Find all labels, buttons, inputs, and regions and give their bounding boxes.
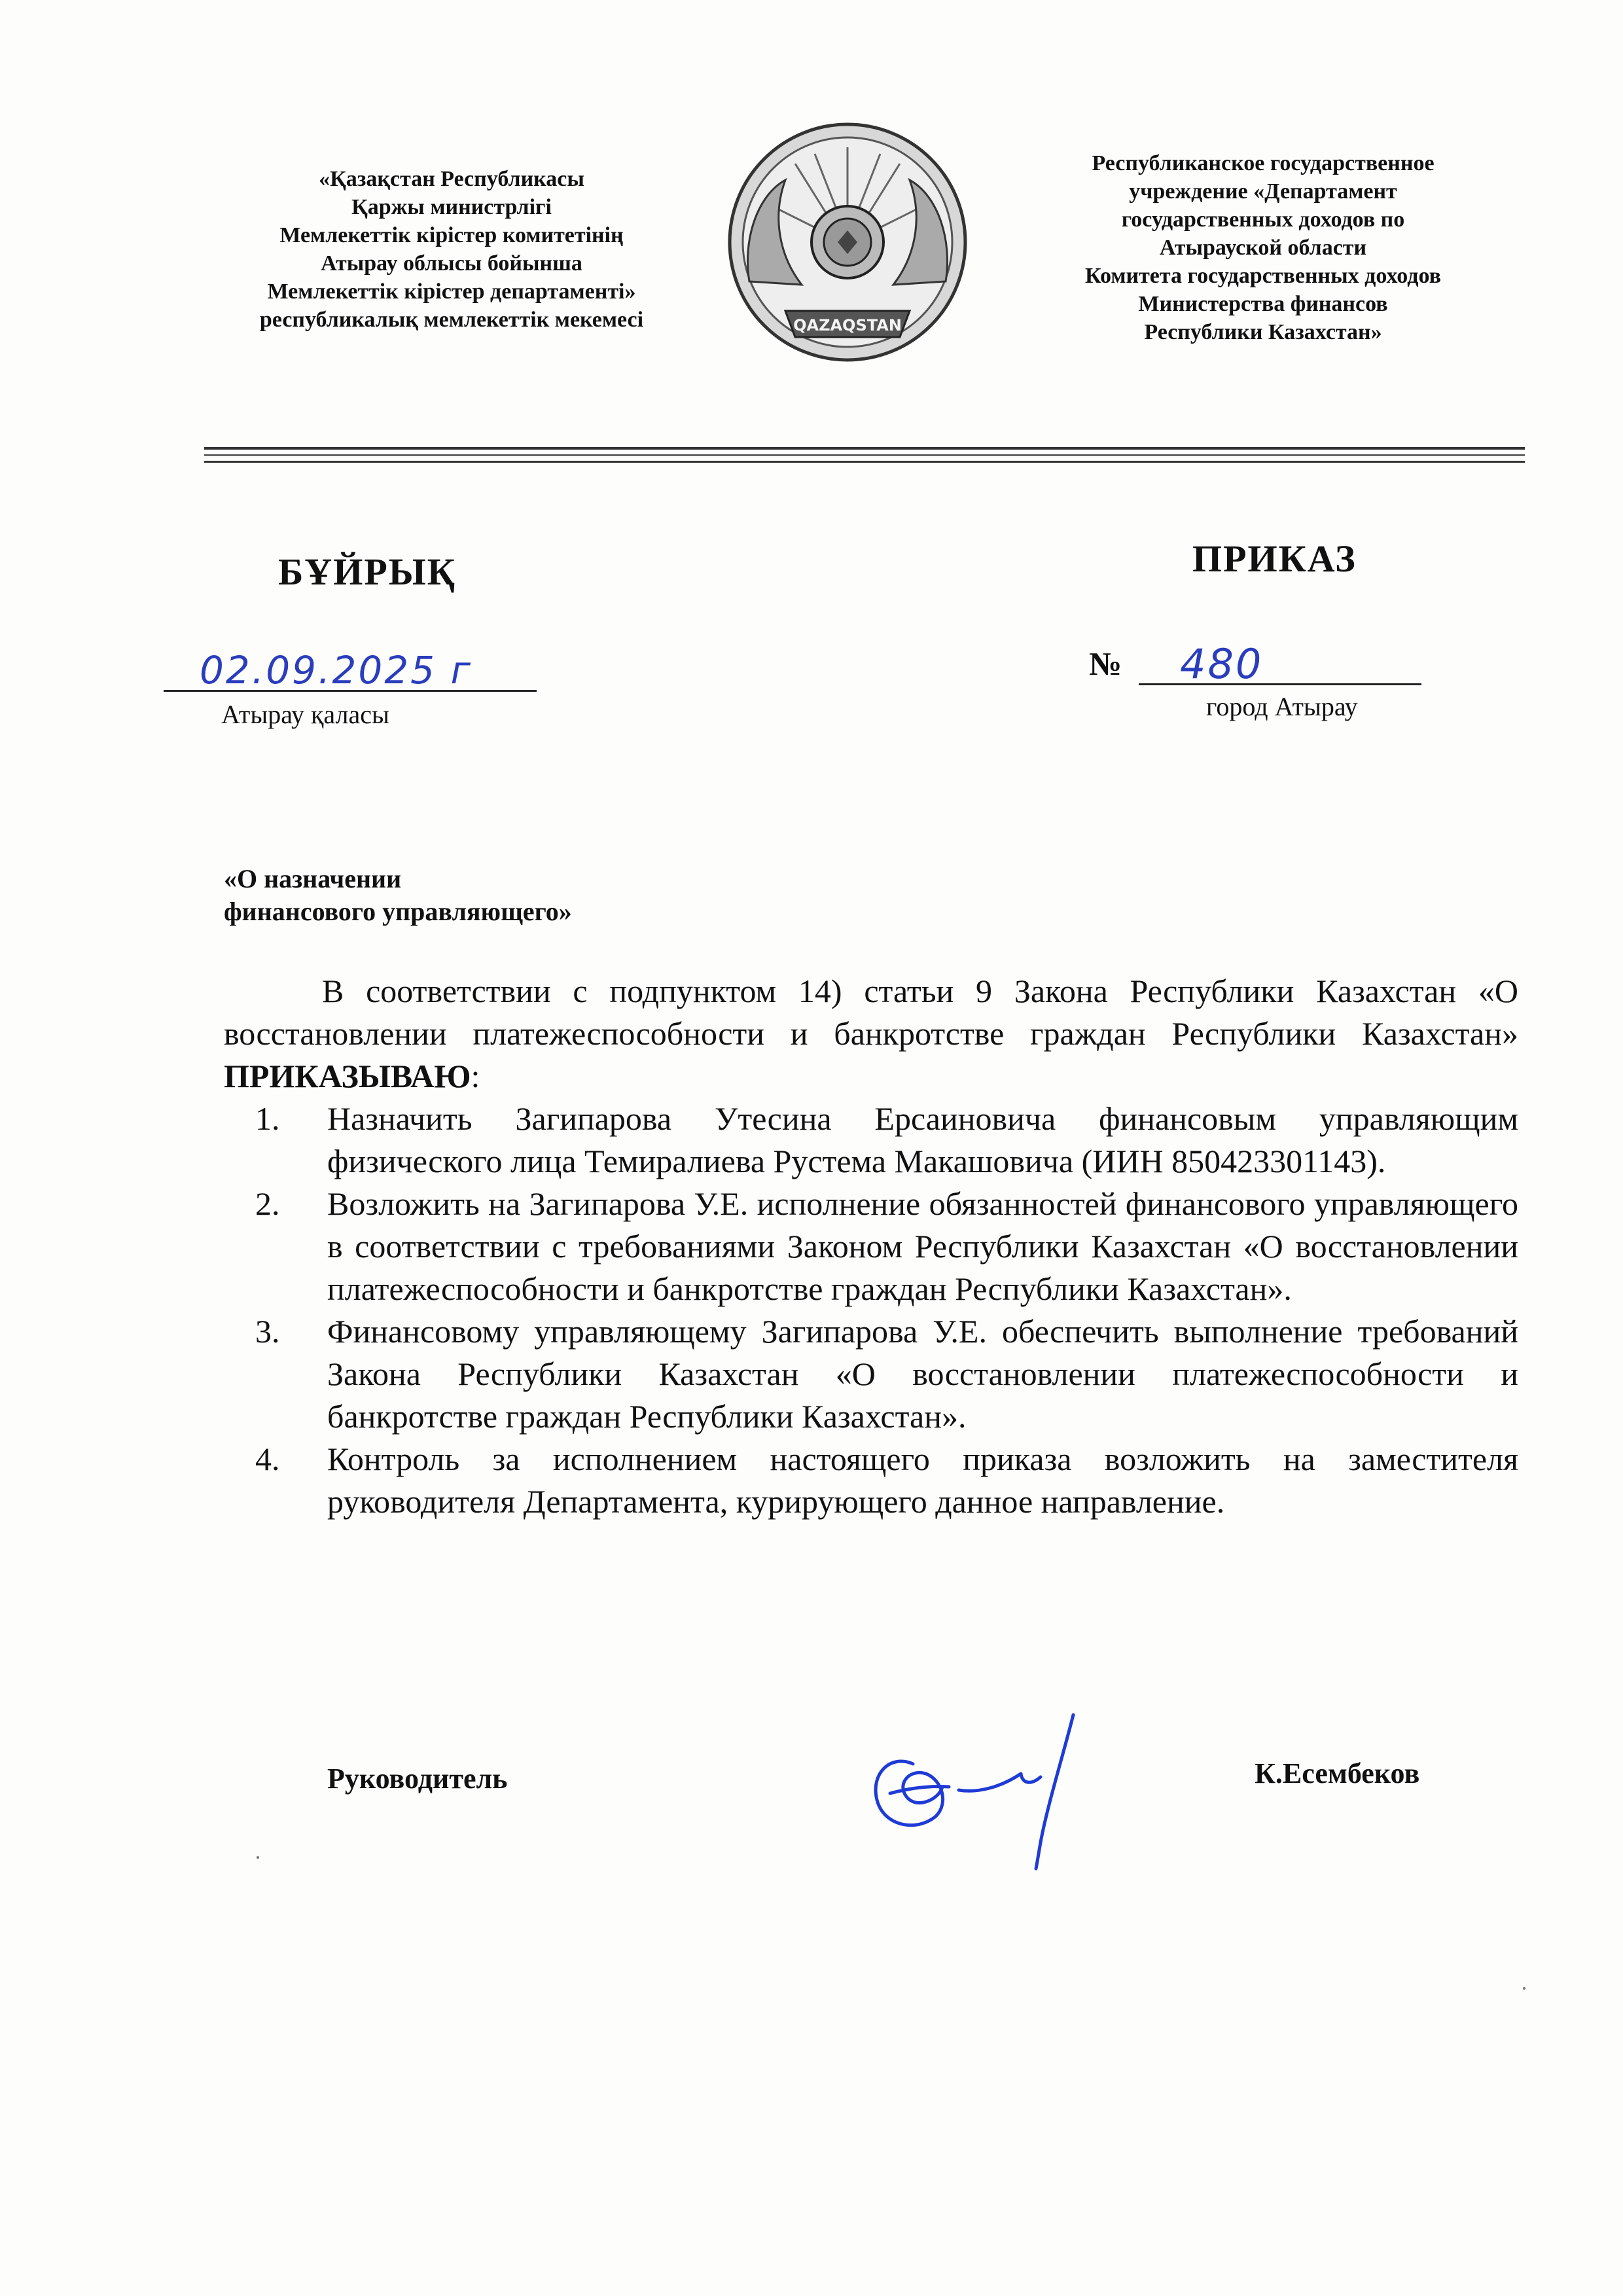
letterhead-ru-line: Республиканское государственное: [1092, 151, 1435, 175]
header-divider: [204, 454, 1525, 456]
list-item: [255, 1098, 1518, 1183]
signatory-name: К.Есембеков: [1255, 1757, 1420, 1789]
order-date-handwritten: 02.09.2025 г: [200, 648, 473, 692]
header-divider: [204, 447, 1525, 450]
subject-line: «О назначении: [224, 864, 402, 893]
list-item-text: Возложить на Загипарова У.Е. исполнение обязанностей финансового управляющего в соответствии с требованиями Законом Республики Казахстан «О восстановлении платежеспособности и банкротстве граждан Республики Казахстан».: [327, 1185, 1518, 1307]
letterhead-kz: [196, 165, 707, 334]
letterhead-ru: [1021, 149, 1505, 346]
order-subject: [224, 863, 572, 928]
list-item-number: 3.: [255, 1313, 280, 1350]
number-sign: №: [1089, 645, 1122, 682]
list-item-text: Контроль за исполнением настоящего приказа возложить на заместителя руководителя Департамента, курирующего данное направление.: [327, 1441, 1518, 1520]
signatory-title: Руководитель: [327, 1763, 508, 1795]
number-underline: [1139, 683, 1421, 685]
list-item-number: 4.: [255, 1441, 280, 1477]
scan-speck: [257, 1856, 259, 1859]
preamble-paragraph: [224, 970, 1518, 1098]
list-item: [255, 1183, 1518, 1310]
order-number-handwritten: 480: [1180, 640, 1264, 688]
order-title-kz: БҰЙРЫҚ: [278, 550, 456, 593]
command-word: ПРИКАЗЫВАЮ: [224, 1058, 471, 1094]
letterhead-kz-line: Мемлекеттік кірістер департаменті»: [267, 279, 636, 304]
preamble-text: В соответствии с подпунктом 14) статьи 9 Закона Республики Казахстан «О восстановлении платежеспособности и банкротстве граждан Республики Казахстан»: [224, 973, 1518, 1052]
order-title-ru: ПРИКАЗ: [1192, 537, 1357, 580]
letterhead-kz-line: Атырау облысы бойынша: [321, 251, 582, 276]
command-suffix: :: [471, 1058, 480, 1094]
list-item-number: 1.: [255, 1100, 280, 1137]
handwritten-signature-icon: [851, 1702, 1145, 1878]
header-divider: [204, 461, 1525, 463]
order-items-list: [255, 1098, 1518, 1523]
letterhead-ru-line: Республики Казахстан»: [1144, 320, 1382, 344]
list-item-text: Назначить Загипарова Утесина Ерсаиновича финансовым управляющим физического лица Темиралиева Рустема Макашовича (ИИН 850423301143).: [327, 1100, 1518, 1179]
list-item-text: Финансовому управляющему Загипарова У.Е. обеспечить выполнение требований Закона Республики Казахстан «О восстановлении платежеспособности и банкротстве граждан Республики Казахстан».: [327, 1313, 1518, 1435]
letterhead-ru-line: Атырауской области: [1159, 236, 1367, 260]
letterhead-ru-line: Комитета государственных доходов: [1085, 264, 1441, 288]
letterhead-kz-line: «Қазақстан Республикасы: [319, 167, 584, 191]
letterhead-kz-line: республикалық мемлекеттік мекемесі: [259, 308, 644, 332]
subject-line: финансового управляющего»: [224, 897, 572, 926]
scan-speck: [1523, 1987, 1525, 1990]
date-underline: [164, 690, 537, 692]
letterhead-ru-line: государственных доходов по: [1121, 207, 1405, 232]
kazakhstan-state-emblem-icon: [723, 118, 972, 373]
emblem-text: QAZAQSTAN: [793, 316, 902, 334]
list-item: [255, 1310, 1518, 1438]
letterhead-ru-line: Министерства финансов: [1138, 292, 1388, 316]
letterhead-kz-line: Мемлекеттік кірістер комитетінің: [279, 223, 624, 247]
city-kz: Атырау қаласы: [221, 700, 389, 729]
letterhead-kz-line: Қаржы министрлігі: [351, 195, 552, 219]
city-ru: город Атырау: [1206, 692, 1358, 721]
list-item-number: 2.: [255, 1185, 280, 1222]
letterhead-ru-line: учреждение «Департамент: [1129, 179, 1397, 204]
list-item: [255, 1438, 1518, 1523]
